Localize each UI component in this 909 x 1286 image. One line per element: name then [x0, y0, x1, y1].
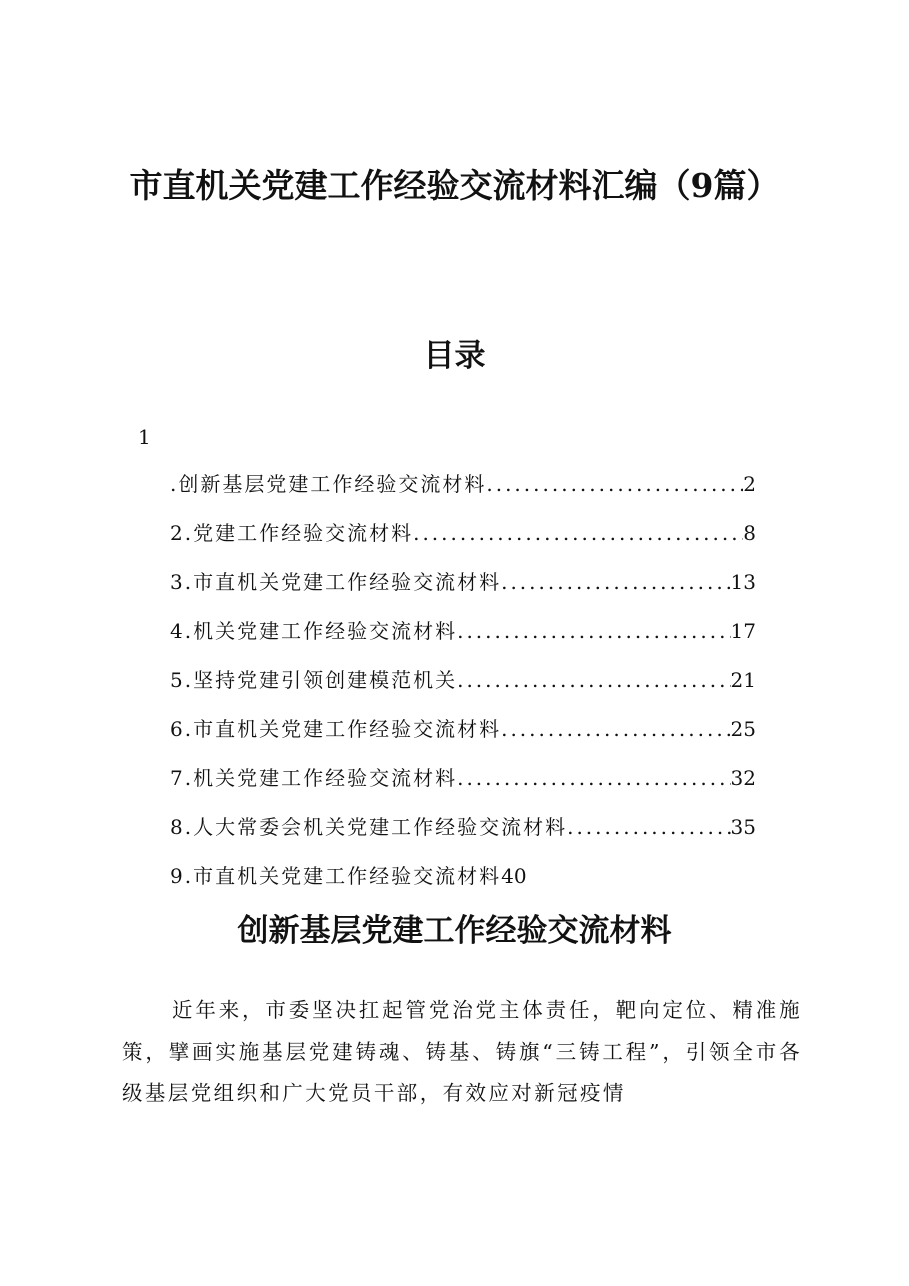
toc-dot-leader	[457, 766, 730, 790]
toc-entry-page: 21	[730, 668, 756, 692]
toc-entry-label: 9.市直机关党建工作经验交流材料	[170, 864, 502, 888]
toc-dot-leader	[486, 472, 743, 496]
toc-first-number: 1	[138, 425, 151, 449]
toc-dot-leader	[567, 815, 730, 839]
toc-entry-label: 2.党建工作经验交流材料	[170, 521, 414, 545]
toc-entry-label: 3.市直机关党建工作经验交流材料	[170, 570, 502, 594]
toc-entry-page: 25	[730, 717, 756, 741]
toc-entry-label: 6.市直机关党建工作经验交流材料	[170, 717, 502, 741]
toc-heading: 目录	[423, 338, 486, 374]
toc-entry[interactable]	[170, 517, 756, 566]
toc-entry[interactable]	[170, 860, 756, 909]
toc-entry-page: 17	[730, 619, 756, 643]
toc-entry-page: 35	[730, 815, 756, 839]
toc-dot-leader	[413, 521, 743, 545]
toc-dot-leader	[501, 570, 730, 594]
toc-dot-leader	[457, 619, 730, 643]
toc-entry[interactable]	[170, 713, 756, 762]
toc-entry-page: 40	[501, 864, 527, 888]
toc-entry-label: 4.机关党建工作经验交流材料	[170, 619, 458, 643]
toc-entry-page: 8	[743, 521, 756, 545]
toc-entry[interactable]	[170, 615, 756, 664]
section-title: 创新基层党建工作经验交流材料	[237, 913, 672, 949]
toc-entry[interactable]	[170, 811, 756, 860]
toc-dot-leader	[501, 717, 730, 741]
toc-entry[interactable]	[170, 762, 756, 811]
body-paragraph: 近年来，市委坚决扛起管党治党主体责任，靶向定位、精准施策，擘画实施基层党建铸魂、铸基、铸旗“三铸工程”，引领全市各级基层党组织和广大党员干部，有效应对新冠疫情	[122, 998, 802, 1105]
toc-entry[interactable]	[170, 664, 756, 713]
toc-entry-label: 5.坚持党建引领创建模范机关	[170, 668, 458, 692]
toc-entry-page: 32	[730, 766, 756, 790]
toc-entry-page: 13	[730, 570, 756, 594]
toc-entry-label: 8.人大常委会机关党建工作经验交流材料	[170, 815, 568, 839]
document-title: 市直机关党建工作经验交流材料汇编（9篇）	[129, 166, 780, 205]
toc-entry[interactable]	[170, 468, 756, 517]
table-of-contents	[170, 468, 756, 909]
toc-entry-label: 7.机关党建工作经验交流材料	[170, 766, 458, 790]
toc-entry-page: 2	[743, 472, 756, 496]
toc-entry-label: .创新基层党建工作经验交流材料	[170, 472, 487, 496]
toc-entry[interactable]	[170, 566, 756, 615]
toc-dot-leader	[457, 668, 730, 692]
